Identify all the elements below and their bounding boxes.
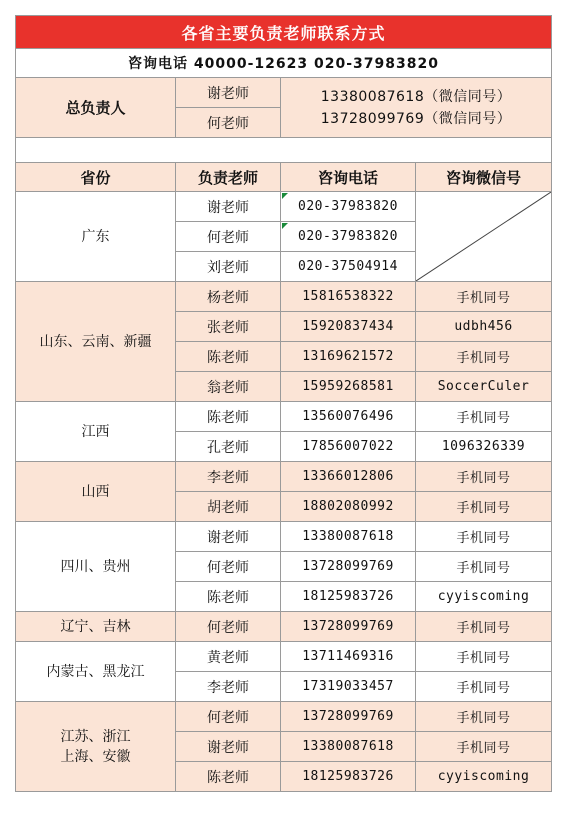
table-row — [16, 522, 552, 552]
province-cell: 四川、贵州 — [16, 522, 176, 612]
head-teacher: 何老师 — [176, 108, 281, 138]
wechat-cell: 手机同号 — [416, 552, 552, 582]
wechat-cell: 手机同号 — [416, 282, 552, 312]
phone-cell: 18125983726 — [281, 582, 416, 612]
teacher-cell: 孔老师 — [176, 432, 281, 462]
teacher-cell: 张老师 — [176, 312, 281, 342]
phone-cell: 13711469316 — [281, 642, 416, 672]
sheet-title: 各省主要负责老师联系方式 — [16, 16, 552, 49]
phone-cell: 13169621572 — [281, 342, 416, 372]
phone-cell: 13728099769 — [281, 612, 416, 642]
cell-marker-icon — [282, 193, 288, 199]
province-cell: 江苏、浙江 上海、安徽 — [16, 702, 176, 792]
table-row — [16, 702, 552, 732]
cell-marker-icon — [282, 223, 288, 229]
teacher-cell: 谢老师 — [176, 522, 281, 552]
teacher-cell: 陈老师 — [176, 342, 281, 372]
wechat-cell: 手机同号 — [416, 732, 552, 762]
wechat-cell: 手机同号 — [416, 702, 552, 732]
spacer-row — [16, 138, 552, 163]
column-header-province: 省份 — [16, 163, 176, 192]
head-contact-line: 13380087618（微信同号） — [320, 88, 512, 105]
phone-cell: 18125983726 — [281, 762, 416, 792]
phone-cell: 13380087618 — [281, 732, 416, 762]
table-row — [16, 462, 552, 492]
wechat-cell: 手机同号 — [416, 642, 552, 672]
wechat-cell: 手机同号 — [416, 612, 552, 642]
phone-cell: 13560076496 — [281, 402, 416, 432]
head-teacher: 谢老师 — [176, 78, 281, 108]
table-row — [16, 282, 552, 312]
contact-sheet — [15, 15, 551, 792]
teacher-cell: 黄老师 — [176, 642, 281, 672]
province-cell: 山东、云南、新疆 — [16, 282, 176, 402]
phone-cell: 13380087618 — [281, 522, 416, 552]
province-cell: 山西 — [16, 462, 176, 522]
column-header-phone: 咨询电话 — [281, 163, 416, 192]
wechat-cell: SoccerCuler — [416, 372, 552, 402]
table-row — [16, 642, 552, 672]
wechat-cell: 手机同号 — [416, 672, 552, 702]
wechat-empty-cell — [416, 192, 552, 282]
wechat-cell: 手机同号 — [416, 342, 552, 372]
consult-phone-line: 咨询电话 40000-12623 020-37983820 — [16, 49, 552, 78]
phone-cell: 15816538322 — [281, 282, 416, 312]
head-contact-line: 13728099769（微信同号） — [320, 110, 512, 127]
head-label: 总负责人 — [16, 78, 176, 138]
teacher-cell: 何老师 — [176, 612, 281, 642]
teacher-cell: 李老师 — [176, 462, 281, 492]
teacher-cell: 陈老师 — [176, 762, 281, 792]
table-row — [16, 192, 552, 222]
teacher-cell: 陈老师 — [176, 402, 281, 432]
teacher-cell: 李老师 — [176, 672, 281, 702]
column-header-wechat: 咨询微信号 — [416, 163, 552, 192]
wechat-cell: cyyiscoming — [416, 762, 552, 792]
teacher-cell: 谢老师 — [176, 192, 281, 222]
teacher-cell: 何老师 — [176, 552, 281, 582]
contact-table — [15, 15, 552, 792]
teacher-cell: 翁老师 — [176, 372, 281, 402]
head-contacts — [281, 78, 552, 138]
phone-cell: 18802080992 — [281, 492, 416, 522]
teacher-cell: 陈老师 — [176, 582, 281, 612]
wechat-cell: 手机同号 — [416, 492, 552, 522]
phone-cell: 020-37983820 — [281, 192, 416, 222]
phone-cell: 17856007022 — [281, 432, 416, 462]
wechat-cell: cyyiscoming — [416, 582, 552, 612]
phone-cell: 13366012806 — [281, 462, 416, 492]
phone-cell: 15920837434 — [281, 312, 416, 342]
diagonal-line-icon — [416, 192, 551, 281]
teacher-cell: 谢老师 — [176, 732, 281, 762]
phone-cell: 020-37504914 — [281, 252, 416, 282]
wechat-cell: 手机同号 — [416, 462, 552, 492]
wechat-cell: udbh456 — [416, 312, 552, 342]
province-cell: 广东 — [16, 192, 176, 282]
province-cell: 内蒙古、黑龙江 — [16, 642, 176, 702]
table-row — [16, 402, 552, 432]
table-row — [16, 612, 552, 642]
teacher-cell: 何老师 — [176, 222, 281, 252]
column-header-teacher: 负责老师 — [176, 163, 281, 192]
phone-cell: 15959268581 — [281, 372, 416, 402]
teacher-cell: 何老师 — [176, 702, 281, 732]
phone-cell: 13728099769 — [281, 552, 416, 582]
wechat-cell: 手机同号 — [416, 522, 552, 552]
province-cell: 江西 — [16, 402, 176, 462]
phone-cell: 17319033457 — [281, 672, 416, 702]
wechat-cell: 手机同号 — [416, 402, 552, 432]
teacher-cell: 刘老师 — [176, 252, 281, 282]
teacher-cell: 杨老师 — [176, 282, 281, 312]
wechat-cell: 1096326339 — [416, 432, 552, 462]
phone-cell: 020-37983820 — [281, 222, 416, 252]
phone-cell: 13728099769 — [281, 702, 416, 732]
province-cell: 辽宁、吉林 — [16, 612, 176, 642]
teacher-cell: 胡老师 — [176, 492, 281, 522]
